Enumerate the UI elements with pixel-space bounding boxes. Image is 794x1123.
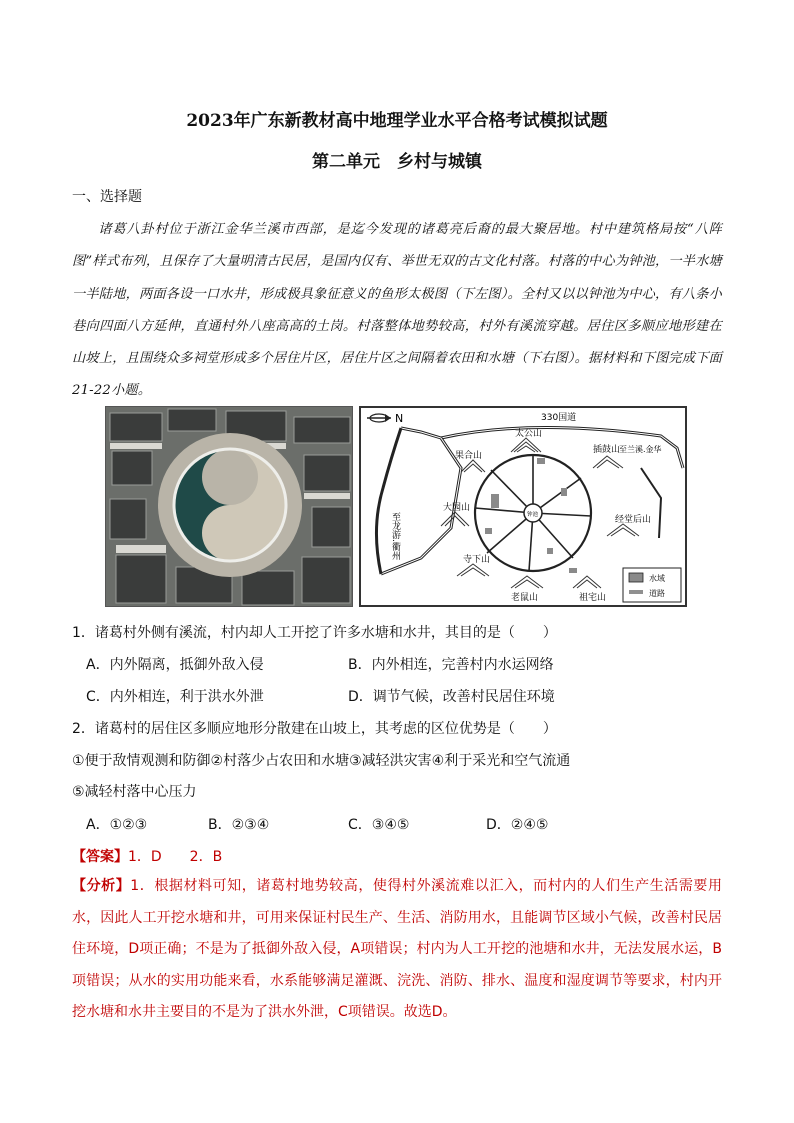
- mountain-label: 祖宅山: [579, 593, 607, 603]
- q1-option-d: D．调节气候，改善村民居住环境: [348, 689, 555, 705]
- q2-option-d: D．②④⑤: [486, 817, 549, 833]
- to-lanxi-label: 至兰溪.金华: [619, 445, 662, 454]
- mountain-label: 经堂后山: [615, 515, 652, 525]
- reading-passage: 诸葛八卦村位于浙江金华兰溪市西部，是迄今发现的诸葛亮后裔的最大聚居地。村中建筑格局按“八阵图”样式布列，且保存了大量明清古民居，是国内仅有、举世无双的古文化村落。村落的中心为钟池，一半水塘一半陆地，两面各设一口水井，形成极具象征意义的鱼形太极图（下左图）。全村又以以钟池为中心，有八条小巷向四面八方延伸，直通村外八座高高的土岗。村落整体地势较高，村外有溪流穿越。居住区多顺应地形建在山坡上，且围绕众多祠堂形成多个居住片区，居住片区之间隔着农田和水塘（下右图）。据材料和下图完成下面21-22小题。: [72, 222, 722, 399]
- mountain-label: 果合山: [455, 451, 483, 461]
- question-2-stem: 2．诸葛村的居住区多顺应地形分散建在山坡上，其考虑的区位优势是（ ）: [72, 721, 557, 737]
- analysis-text: 1．根据材料可知，诸葛村地势较高，使得村外溪流难以汇入，而村内的人们生产生活需要用水，因此人工开挖水塘和井，可用来保证村民生产、生活、消防用水，且能调节区域小气候，改善村民居住环境，D项正确；不是为了抵御外敌入侵，A项错误；村内为人工开挖的池塘和水井，无法发展水运，B项错误；从水的实用功能来看，水系能够满足灌溉、浣洗、消防、排水、温度和湿度调节等要求，村内开挖水塘和水井主要目的不是为了洪水外泄，C项错误。故选D。: [72, 878, 722, 1020]
- legend-road-label: 道路: [649, 589, 665, 598]
- answer-line: [72, 846, 222, 866]
- zhongchi-label: 钟池: [527, 512, 539, 518]
- q2-statements-line-1: ①便于敌情观测和防御②村落少占农田和水塘③减轻洪灾害④利于采光和空气流通: [72, 753, 571, 769]
- q2-option-b: B．②③④: [208, 817, 270, 833]
- pond: [485, 528, 492, 534]
- pond: [569, 568, 577, 573]
- q2-statements-line-2: ⑤减轻村落中心压力: [72, 784, 197, 800]
- north-label: N: [395, 412, 404, 425]
- q1-option-b: B．内外相连，完善村内水运网络: [348, 657, 554, 673]
- unit-title: 第二单元 乡村与城镇: [312, 152, 482, 172]
- road-330-label: 330国道: [541, 413, 577, 423]
- q1-option-a: A．内外隔离，抵御外敌入侵: [86, 657, 264, 673]
- mountain-label: 大园山: [443, 503, 471, 513]
- to-longyou-label: 至龙游.衢州: [390, 512, 400, 560]
- village-photo-drawing: [106, 407, 353, 607]
- village-photo: [105, 406, 353, 607]
- legend-water-label: 水域: [649, 574, 665, 583]
- q2-option-c: C．③④⑤: [348, 817, 410, 833]
- analysis-tag: 【分析】: [72, 878, 131, 894]
- village-map-drawing: [361, 408, 685, 605]
- map-legend: [623, 568, 681, 602]
- mountain-label: 插鼓山: [593, 445, 621, 455]
- mountain-label: 太公山: [515, 429, 543, 439]
- answer-tag: 【答案】: [72, 849, 128, 865]
- section-heading: 一、选择题: [72, 189, 142, 205]
- village-map: [359, 406, 687, 607]
- pond: [547, 548, 553, 554]
- north-arrow-icon: [367, 414, 391, 422]
- page-title: 2023年广东新教材高中地理学业水平合格考试模拟试题: [186, 111, 608, 131]
- pond: [537, 458, 545, 464]
- answer-text: 1．D 2．B: [128, 849, 223, 865]
- pond: [561, 488, 567, 496]
- pond: [491, 494, 499, 508]
- question-1-stem: 1．诸葛村外侧有溪流，村内却人工开挖了许多水塘和水井，其目的是（ ）: [72, 625, 557, 641]
- q1-option-c: C．内外相连，利于洪水外泄: [86, 689, 264, 705]
- analysis-block: [72, 871, 722, 1029]
- mountain-label: 寺下山: [463, 555, 491, 565]
- mountain-label: 老鼠山: [511, 593, 539, 603]
- q2-option-a: A．①②③: [86, 817, 148, 833]
